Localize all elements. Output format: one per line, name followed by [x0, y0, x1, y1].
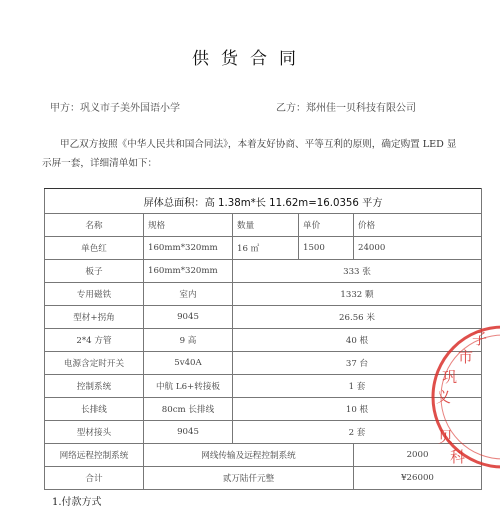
table-row [45, 329, 482, 352]
table-row [45, 283, 482, 306]
table-total-row [45, 467, 482, 490]
cell-spec: 网线传输及远程控制系统 [144, 444, 354, 467]
table-row [45, 260, 482, 283]
cell-qty: 1332 颗 [233, 283, 482, 306]
cell-unit: 1500 [299, 237, 354, 260]
svg-text:子: 子 [472, 330, 488, 348]
total-price: ¥26000 [354, 467, 482, 490]
cell-name: 长排线 [45, 398, 144, 421]
svg-text:巩: 巩 [442, 368, 458, 386]
section-heading: 1.付款方式 [52, 497, 102, 508]
cell-qty: 26.56 米 [233, 306, 482, 329]
cell-name: 单色红 [45, 237, 144, 260]
cell-name: 板子 [45, 260, 144, 283]
header-name: 名称 [45, 214, 144, 237]
table-row [45, 375, 482, 398]
cell-qty: 10 根 [233, 398, 482, 421]
cell-name: 电源含定时开关 [45, 352, 144, 375]
table-row [45, 398, 482, 421]
table-header-row [45, 214, 482, 237]
cell-name: 专用磁铁 [45, 283, 144, 306]
cell-qty: 16 ㎡ [233, 237, 299, 260]
cell-spec: 160mm*320mm [144, 260, 233, 283]
table-row [45, 189, 482, 214]
header-spec: 规格 [144, 214, 233, 237]
total-words: 贰万陆仟元整 [144, 467, 354, 490]
cell-qty: 37 台 [233, 352, 482, 375]
cell-spec: 9045 [144, 306, 233, 329]
header-qty: 数量 [233, 214, 299, 237]
goods-table [44, 188, 482, 490]
cell-spec: 9045 [144, 421, 233, 444]
cell-name: 控制系统 [45, 375, 144, 398]
header-price: 价格 [354, 214, 482, 237]
cell-qty: 1 套 [233, 375, 482, 398]
svg-text:贝: 贝 [438, 428, 454, 446]
cell-spec: 室内 [144, 283, 233, 306]
cell-price: 2000 [354, 444, 482, 467]
table-row [45, 421, 482, 444]
table-row [45, 306, 482, 329]
header-unit: 单价 [299, 214, 354, 237]
cell-qty: 2 套 [233, 421, 482, 444]
cell-spec: 中航 L6+转接板 [144, 375, 233, 398]
table-row [45, 352, 482, 375]
total-label: 合计 [45, 467, 144, 490]
contract-title: 供货合同 [192, 49, 308, 69]
cell-spec: 160mm*320mm [144, 237, 233, 260]
cell-spec: 9 高 [144, 329, 233, 352]
screen-area: 屏体总面积：高 1.38m*长 11.62m=16.0356 平方 [45, 189, 482, 214]
cell-name: 网络远程控制系统 [45, 444, 144, 467]
cell-name: 型材接头 [45, 421, 144, 444]
party-a: 甲方：巩义市子美外国语小学 [50, 103, 180, 114]
svg-text:义: 义 [436, 388, 452, 406]
cell-qty: 40 根 [233, 329, 482, 352]
svg-text:科: 科 [450, 448, 466, 466]
cell-price: 24000 [354, 237, 482, 260]
party-b: 乙方：郑州佳一贝科技有限公司 [276, 103, 416, 114]
cell-spec: 5v40A [144, 352, 233, 375]
cell-name: 型材+拐角 [45, 306, 144, 329]
svg-text:市: 市 [458, 348, 474, 366]
intro-paragraph: 甲乙双方按照《中华人民共和国合同法》，本着友好协商、平等互利的原则，确定购置 LED 显示屏一套，详细清单如下： [42, 139, 457, 169]
cell-spec: 80cm 长排线 [144, 398, 233, 421]
cell-name: 2*4 方管 [45, 329, 144, 352]
cell-qty: 333 张 [233, 260, 482, 283]
table-row [45, 237, 482, 260]
table-row [45, 444, 482, 467]
